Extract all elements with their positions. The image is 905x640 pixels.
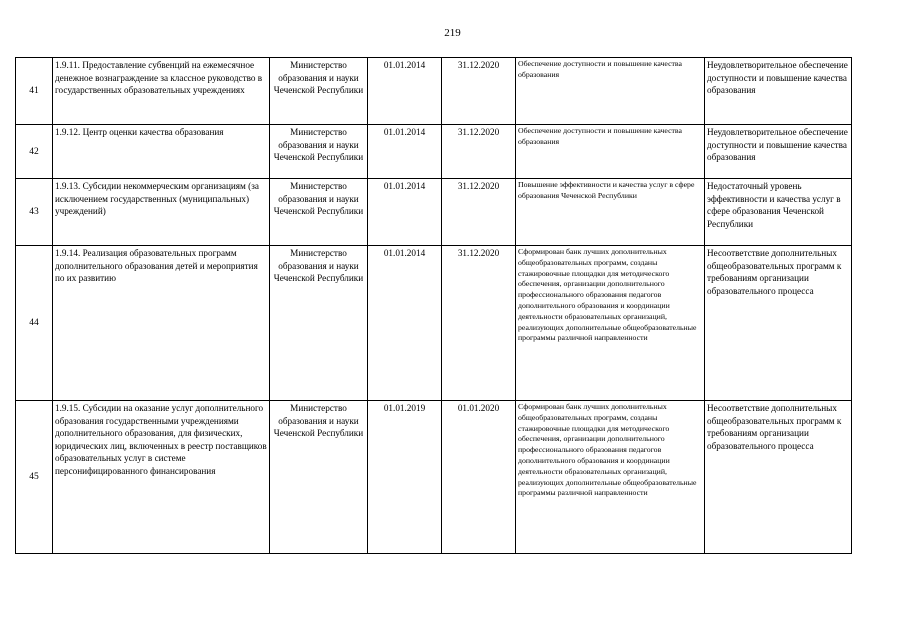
- row-number: 45: [16, 401, 53, 554]
- responsible-executor: Министерство образования и науки Чеченской Республики: [270, 401, 368, 554]
- expected-result: Обеспечение доступности и повышение качества образования: [516, 58, 705, 125]
- start-date: 01.01.2014: [368, 125, 442, 179]
- activity-name: 1.9.15. Субсидии на оказание услуг дополнительного образования государственными учреждениями дополнительного образования, для физических, юридических лиц, включенных в реестр поставщиков образовательных услуг в системе персонифицированного финансирования: [53, 401, 270, 554]
- end-date: 01.01.2020: [442, 401, 516, 554]
- implementation-risk: Несоответствие дополнительных общеобразовательных программ к требованиям организации образовательного процесса: [705, 401, 852, 554]
- end-date: 31.12.2020: [442, 125, 516, 179]
- expected-result: Сформирован банк лучших дополнительных общеобразовательных программ, созданы стажировочные площадки для методического обеспечения, организации дополнительного профессионального образования педагогов дополнительного образования и координации деятельности образовательных организаций, реализующих дополнительные общеобразовательные программы различной направленности: [516, 246, 705, 401]
- implementation-risk: Неудовлетворительное обеспечение доступности и повышение качества образования: [705, 58, 852, 125]
- responsible-executor: Министерство образования и науки Чеченской Республики: [270, 179, 368, 246]
- implementation-risk: Несоответствие дополнительных общеобразовательных программ к требованиям организации образовательного процесса: [705, 246, 852, 401]
- activity-name: 1.9.14. Реализация образовательных программ дополнительного образования детей и мероприятия по их развитию: [53, 246, 270, 401]
- page-number: 219: [444, 27, 461, 39]
- activity-name: 1.9.11. Предоставление субвенций на ежемесячное денежное вознаграждение за классное руководство в государственных образовательных учреждениях: [53, 58, 270, 125]
- expected-result: Сформирован банк лучших дополнительных общеобразовательных программ, созданы стажировочные площадки для методического обеспечения, организации дополнительного профессионального образования педагогов дополнительного образования и координации деятельности образовательных организаций, реализующих дополнительные общеобразовательные программы различной направленности: [516, 401, 705, 554]
- expected-result: Обеспечение доступности и повышение качества образования: [516, 125, 705, 179]
- end-date: 31.12.2020: [442, 246, 516, 401]
- responsible-executor: Министерство образования и науки Чеченской Республики: [270, 246, 368, 401]
- responsible-executor: Министерство образования и науки Чеченской Республики: [270, 58, 368, 125]
- start-date: 01.01.2014: [368, 246, 442, 401]
- activity-name: 1.9.12. Центр оценки качества образования: [53, 125, 270, 179]
- responsible-executor: Министерство образования и науки Чеченской Республики: [270, 125, 368, 179]
- row-number: 44: [16, 246, 53, 401]
- row-number: 41: [16, 58, 53, 125]
- table-row: [16, 179, 852, 246]
- table-row: [16, 125, 852, 179]
- expected-result: Повышение эффективности и качества услуг в сфере образования Чеченской Республики: [516, 179, 705, 246]
- row-number: 42: [16, 125, 53, 179]
- activity-name: 1.9.13. Субсидии некоммерческим организациям (за исключением государственных (муниципальных) учреждений): [53, 179, 270, 246]
- end-date: 31.12.2020: [442, 58, 516, 125]
- table-row: [16, 401, 852, 554]
- start-date: 01.01.2014: [368, 179, 442, 246]
- implementation-risk: Недостаточный уровень эффективности и качества услуг в сфере образования Чеченской Республики: [705, 179, 852, 246]
- program-table: [15, 57, 852, 554]
- start-date: 01.01.2014: [368, 58, 442, 125]
- table-row: [16, 246, 852, 401]
- start-date: 01.01.2019: [368, 401, 442, 554]
- implementation-risk: Неудовлетворительное обеспечение доступности и повышение качества образования: [705, 125, 852, 179]
- end-date: 31.12.2020: [442, 179, 516, 246]
- table-row: [16, 58, 852, 125]
- row-number: 43: [16, 179, 53, 246]
